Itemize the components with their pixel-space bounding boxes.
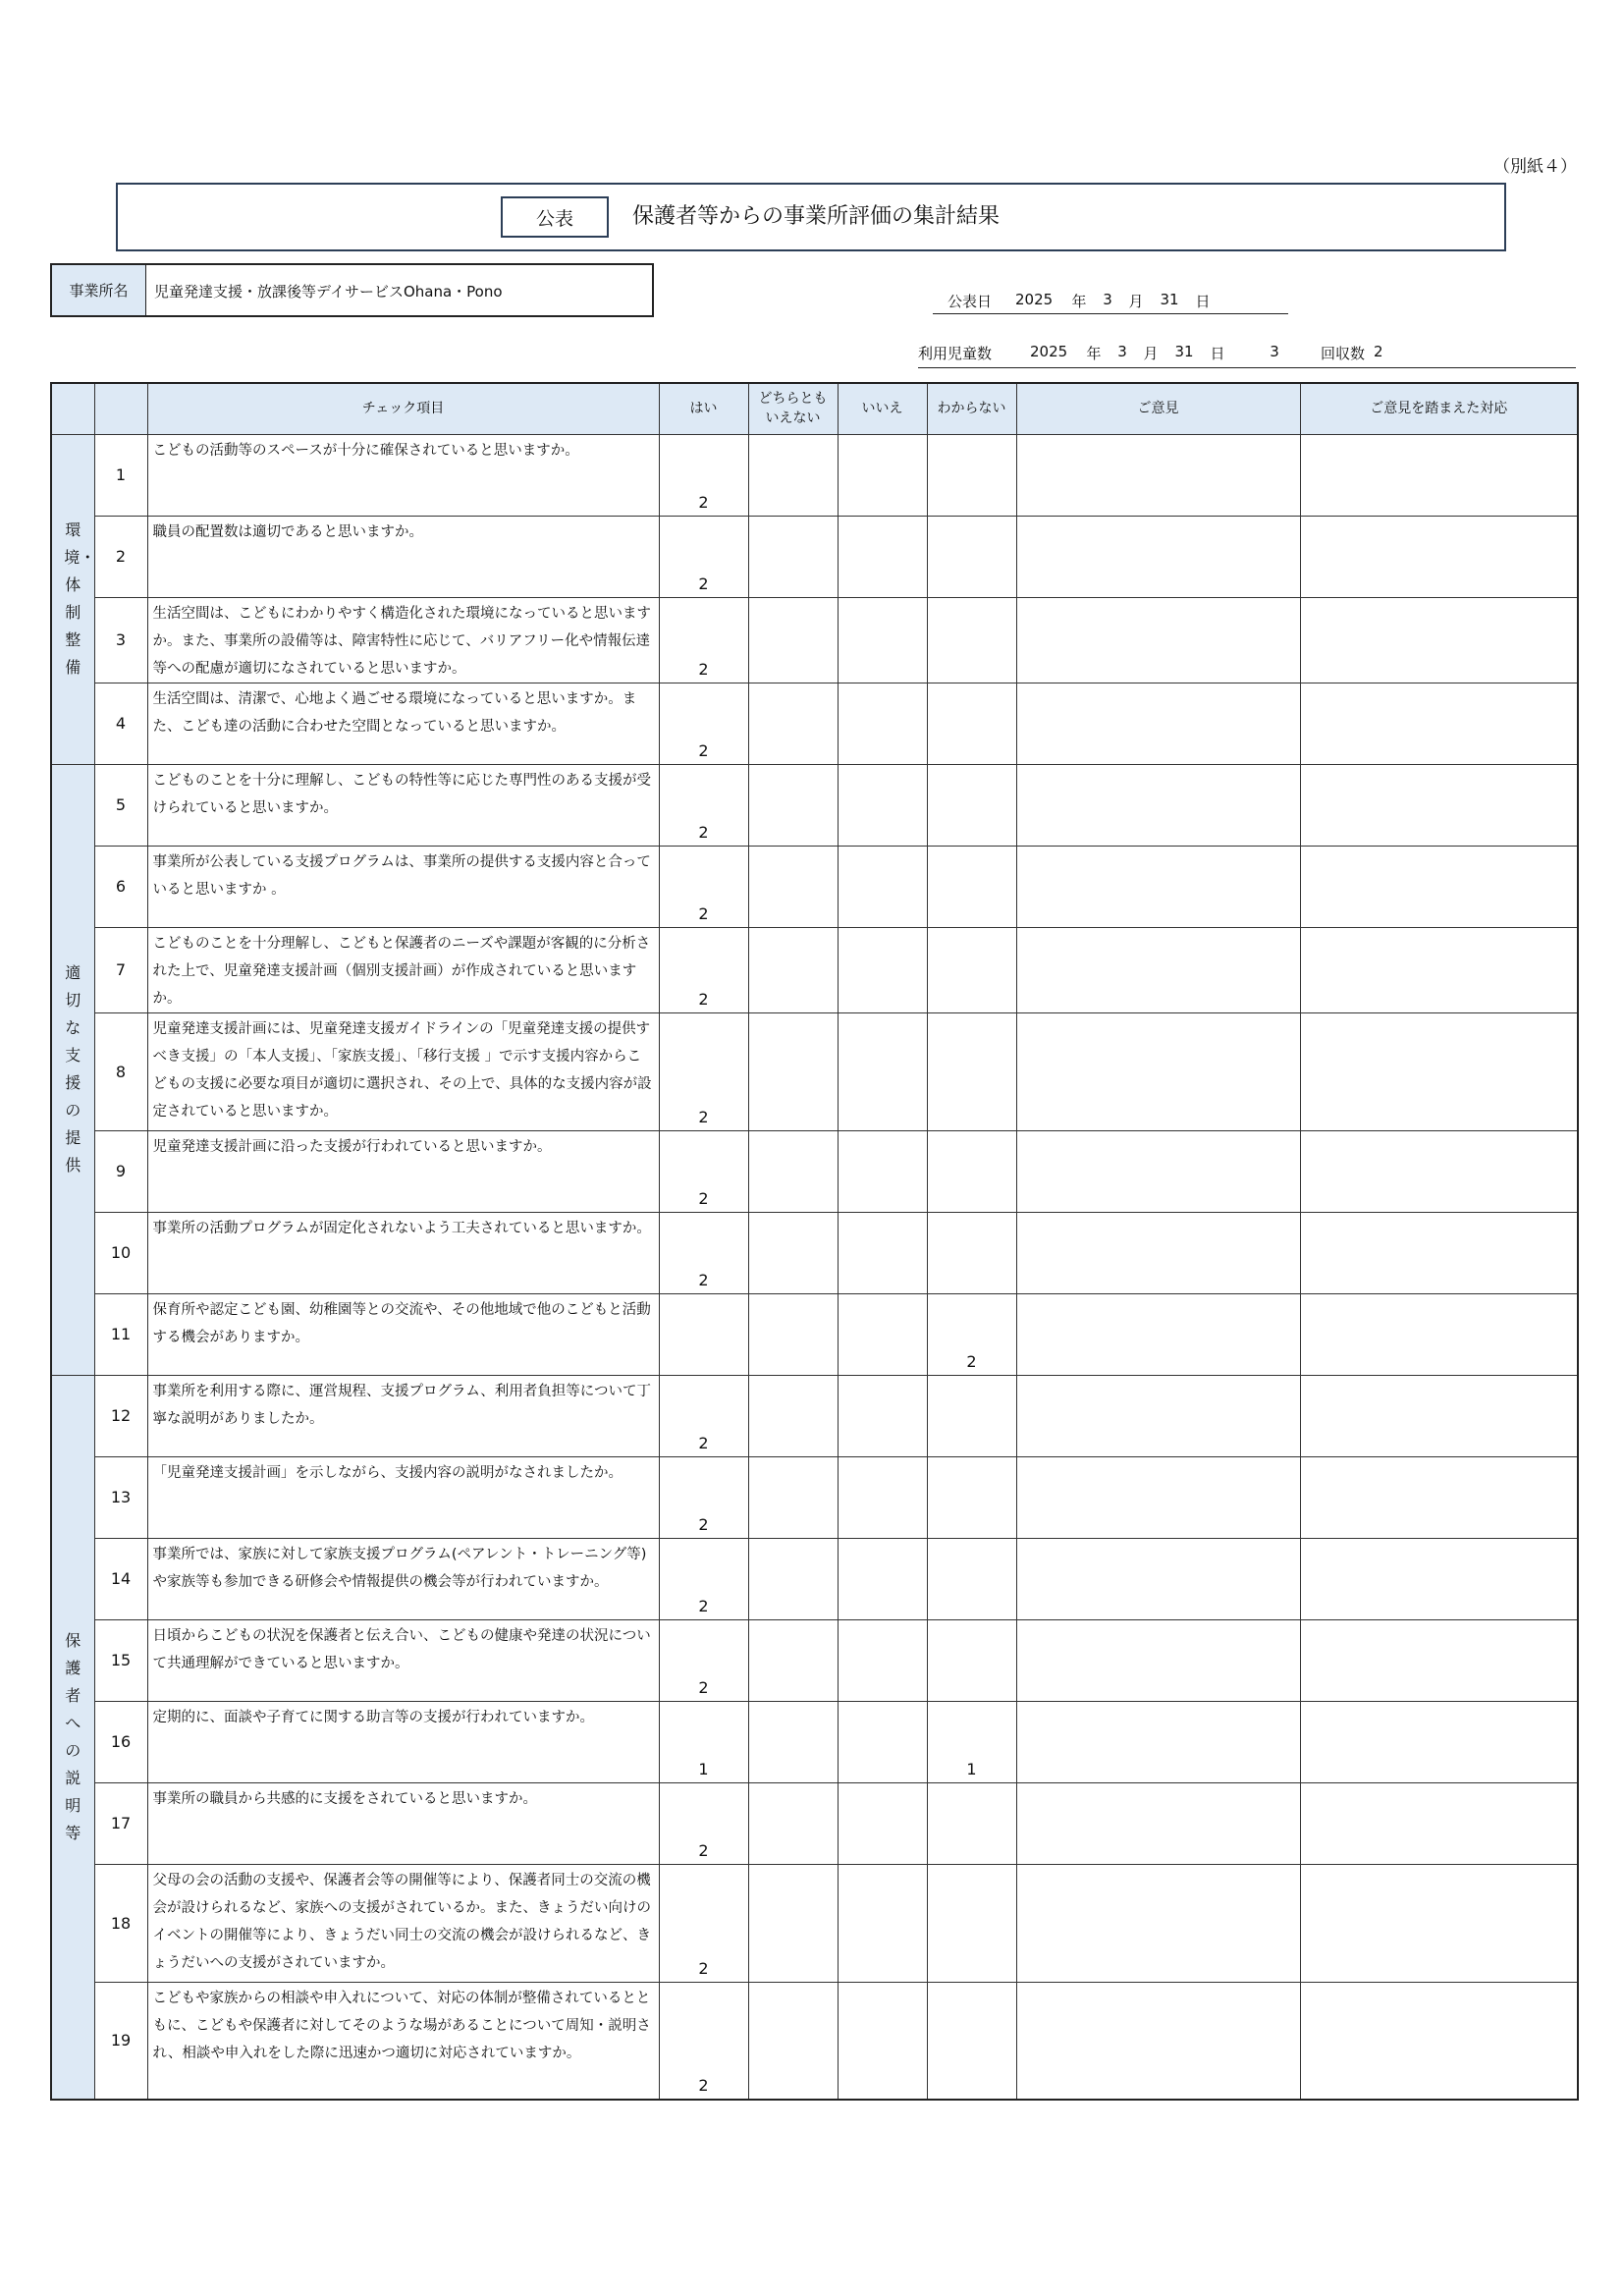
answer-yes: 2 xyxy=(659,1456,748,1538)
users-month: 3 xyxy=(1117,343,1127,360)
answer-yes: 2 xyxy=(659,1619,748,1701)
opinion-cell xyxy=(1016,1293,1300,1375)
table-row xyxy=(51,1293,1578,1375)
publication-month-unit: 月 xyxy=(1128,293,1144,310)
answer-unknown xyxy=(927,846,1016,927)
users-day: 31 xyxy=(1174,343,1194,360)
header-response: ご意見を踏まえた対応 xyxy=(1300,383,1578,434)
answer-neither xyxy=(748,1619,838,1701)
row-number: 15 xyxy=(94,1619,147,1701)
table-row xyxy=(51,597,1578,683)
answer-neither xyxy=(748,927,838,1012)
users-day-unit: 日 xyxy=(1210,345,1225,362)
page-title: 保護者等からの事業所評価の集計結果 xyxy=(632,204,1001,229)
users-year-unit: 年 xyxy=(1086,345,1102,362)
answer-unknown: 1 xyxy=(927,1701,1016,1782)
response-cell xyxy=(1300,1538,1578,1619)
row-number: 11 xyxy=(94,1293,147,1375)
category-explanation: 保護者への説明等 xyxy=(51,1375,94,2100)
answer-unknown xyxy=(927,764,1016,846)
opinion-cell xyxy=(1016,597,1300,683)
header-no: いいえ xyxy=(838,383,927,434)
check-item: こどものことを十分に理解し、こどもの特性等に応じた専門性のある支援が受けられていると思いますか。 xyxy=(147,764,659,846)
office-name: 児童発達支援・放課後等デイサービスOhana・Pono xyxy=(154,283,503,301)
header-unknown: わからない xyxy=(927,383,1016,434)
opinion-cell xyxy=(1016,846,1300,927)
answer-neither xyxy=(748,1456,838,1538)
opinion-cell xyxy=(1016,1012,1300,1130)
opinion-cell xyxy=(1016,764,1300,846)
table-row xyxy=(51,1864,1578,1982)
opinion-cell xyxy=(1016,1456,1300,1538)
answer-yes: 2 xyxy=(659,1012,748,1130)
response-cell xyxy=(1300,1212,1578,1293)
answer-unknown xyxy=(927,1538,1016,1619)
answer-yes xyxy=(659,1293,748,1375)
table-row xyxy=(51,1701,1578,1782)
answer-no xyxy=(838,1456,927,1538)
office-box xyxy=(50,263,654,317)
collected-count: 2 xyxy=(1374,343,1383,360)
opinion-cell xyxy=(1016,927,1300,1012)
opinion-cell xyxy=(1016,1375,1300,1456)
answer-neither xyxy=(748,1701,838,1782)
check-item: 定期的に、面談や子育てに関する助言等の支援が行われていますか。 xyxy=(147,1701,659,1782)
row-number: 1 xyxy=(94,434,147,516)
answer-neither xyxy=(748,683,838,764)
evaluation-table xyxy=(50,382,1579,2101)
answer-no xyxy=(838,1619,927,1701)
answer-yes: 2 xyxy=(659,1375,748,1456)
response-cell xyxy=(1300,1701,1578,1782)
opinion-cell xyxy=(1016,1701,1300,1782)
response-cell xyxy=(1300,927,1578,1012)
check-item: 保育所や認定こども園、幼稚園等との交流や、その他地域で他のこどもと活動する機会がありますか。 xyxy=(147,1293,659,1375)
answer-yes: 1 xyxy=(659,1701,748,1782)
response-cell xyxy=(1300,434,1578,516)
check-item: 事業所を利用する際に、運営規程、支援プログラム、利用者負担等について丁寧な説明がありましたか。 xyxy=(147,1375,659,1456)
answer-unknown xyxy=(927,1782,1016,1864)
publication-year: 2025 xyxy=(1015,291,1054,308)
table-row xyxy=(51,764,1578,846)
response-cell xyxy=(1300,1375,1578,1456)
response-cell xyxy=(1300,1782,1578,1864)
row-number: 13 xyxy=(94,1456,147,1538)
opinion-cell xyxy=(1016,1130,1300,1212)
answer-neither xyxy=(748,1982,838,2100)
opinion-cell xyxy=(1016,516,1300,597)
answer-neither xyxy=(748,1130,838,1212)
table-row xyxy=(51,1012,1578,1130)
answer-yes: 2 xyxy=(659,683,748,764)
table-header-row xyxy=(51,383,1578,434)
office-label: 事業所名 xyxy=(52,265,146,315)
header-number xyxy=(94,383,147,434)
answer-neither xyxy=(748,1375,838,1456)
table-row xyxy=(51,1619,1578,1701)
check-item: こどものことを十分理解し、こどもと保護者のニーズや課題が客観的に分析された上で、児童発達支援計画（個別支援計画）が作成されていると思いますか。 xyxy=(147,927,659,1012)
answer-unknown xyxy=(927,1012,1016,1130)
answer-no xyxy=(838,516,927,597)
answer-no xyxy=(838,846,927,927)
check-item: 児童発達支援計画に沿った支援が行われていると思いますか。 xyxy=(147,1130,659,1212)
header-neither-line2: いえない xyxy=(765,410,821,427)
answer-no xyxy=(838,434,927,516)
table-row xyxy=(51,1375,1578,1456)
answer-unknown: 2 xyxy=(927,1293,1016,1375)
answer-no xyxy=(838,1701,927,1782)
answer-yes: 2 xyxy=(659,516,748,597)
row-number: 3 xyxy=(94,597,147,683)
table-row xyxy=(51,1212,1578,1293)
title-box xyxy=(116,183,1506,251)
answer-yes: 2 xyxy=(659,1982,748,2100)
answer-unknown xyxy=(927,1619,1016,1701)
answer-neither xyxy=(748,1864,838,1982)
answer-yes: 2 xyxy=(659,1864,748,1982)
row-number: 6 xyxy=(94,846,147,927)
table-row xyxy=(51,1130,1578,1212)
answer-unknown xyxy=(927,1212,1016,1293)
answer-yes: 2 xyxy=(659,927,748,1012)
table-row xyxy=(51,846,1578,927)
answer-yes: 2 xyxy=(659,597,748,683)
answer-yes: 2 xyxy=(659,764,748,846)
header-opinion: ご意見 xyxy=(1016,383,1300,434)
answer-unknown xyxy=(927,516,1016,597)
answer-neither xyxy=(748,1293,838,1375)
answer-neither xyxy=(748,1782,838,1864)
header-neither-line1: どちらとも xyxy=(758,391,828,408)
answer-neither xyxy=(748,1012,838,1130)
row-number: 17 xyxy=(94,1782,147,1864)
answer-no xyxy=(838,1012,927,1130)
answer-no xyxy=(838,1782,927,1864)
answer-no xyxy=(838,1375,927,1456)
check-item: 事業所では、家族に対して家族支援プログラム(ペアレント・トレーニング等)や家族等も参加できる研修会や情報提供の機会等が行われていますか。 xyxy=(147,1538,659,1619)
answer-no xyxy=(838,1293,927,1375)
response-cell xyxy=(1300,1012,1578,1130)
row-number: 10 xyxy=(94,1212,147,1293)
opinion-cell xyxy=(1016,1619,1300,1701)
answer-yes: 2 xyxy=(659,1782,748,1864)
publication-day-unit: 日 xyxy=(1195,293,1211,310)
table-row xyxy=(51,1782,1578,1864)
publication-date-label: 公表日 xyxy=(947,293,992,310)
row-number: 9 xyxy=(94,1130,147,1212)
users-count-label: 利用児童数 xyxy=(918,345,993,362)
row-number: 12 xyxy=(94,1375,147,1456)
row-number: 5 xyxy=(94,764,147,846)
answer-unknown xyxy=(927,1130,1016,1212)
row-number: 18 xyxy=(94,1864,147,1982)
opinion-cell xyxy=(1016,1538,1300,1619)
row-number: 14 xyxy=(94,1538,147,1619)
answer-no xyxy=(838,1538,927,1619)
answer-unknown xyxy=(927,1982,1016,2100)
publication-date-row xyxy=(933,291,1288,314)
opinion-cell xyxy=(1016,1782,1300,1864)
check-item: 事業所が公表している支援プログラムは、事業所の提供する支援内容と合っていると思いますか 。 xyxy=(147,846,659,927)
users-year: 2025 xyxy=(1030,343,1068,360)
answer-no xyxy=(838,764,927,846)
check-item: こどもの活動等のスペースが十分に確保されていると思いますか。 xyxy=(147,434,659,516)
answer-yes: 2 xyxy=(659,1130,748,1212)
category-environment: 環境・体制整備 xyxy=(51,434,94,764)
header-neither xyxy=(748,383,838,434)
answer-neither xyxy=(748,1538,838,1619)
opinion-cell xyxy=(1016,1982,1300,2100)
answer-no xyxy=(838,1982,927,2100)
header-check-item: チェック項目 xyxy=(147,383,659,434)
answer-no xyxy=(838,1212,927,1293)
row-number: 7 xyxy=(94,927,147,1012)
row-number: 8 xyxy=(94,1012,147,1130)
publication-month: 3 xyxy=(1103,291,1112,308)
check-item: 日頃からこどもの状況を保護者と伝え合い、こどもの健康や発達の状況について共通理解ができていると思いますか。 xyxy=(147,1619,659,1701)
answer-no xyxy=(838,1864,927,1982)
check-item: 生活空間は、こどもにわかりやすく構造化された環境になっていると思いますか。また、事業所の設備等は、障害特性に応じて、バリアフリー化や情報伝達等への配慮が適切になされていると思いますか。 xyxy=(147,597,659,683)
response-cell xyxy=(1300,1456,1578,1538)
users-month-unit: 月 xyxy=(1143,345,1159,362)
answer-unknown xyxy=(927,434,1016,516)
check-item: 職員の配置数は適切であると思いますか。 xyxy=(147,516,659,597)
response-cell xyxy=(1300,1130,1578,1212)
attachment-number: （別紙４） xyxy=(1493,157,1577,177)
response-cell xyxy=(1300,1864,1578,1982)
row-number: 2 xyxy=(94,516,147,597)
opinion-cell xyxy=(1016,1864,1300,1982)
row-number: 19 xyxy=(94,1982,147,2100)
answer-neither xyxy=(748,1212,838,1293)
header-category xyxy=(51,383,94,434)
answer-unknown xyxy=(927,683,1016,764)
check-item: 「児童発達支援計画」を示しながら、支援内容の説明がなされましたか。 xyxy=(147,1456,659,1538)
table-row xyxy=(51,683,1578,764)
publication-year-unit: 年 xyxy=(1071,293,1087,310)
response-cell xyxy=(1300,516,1578,597)
header-yes: はい xyxy=(659,383,748,434)
opinion-cell xyxy=(1016,1212,1300,1293)
table-row xyxy=(51,1456,1578,1538)
response-cell xyxy=(1300,1293,1578,1375)
check-item: 事業所の活動プログラムが固定化されないよう工夫されていると思いますか。 xyxy=(147,1212,659,1293)
answer-neither xyxy=(748,516,838,597)
table-row xyxy=(51,516,1578,597)
category-support: 適切な支援の提供 xyxy=(51,764,94,1375)
response-cell xyxy=(1300,764,1578,846)
answer-no xyxy=(838,927,927,1012)
answer-yes: 2 xyxy=(659,846,748,927)
check-item: 児童発達支援計画には、児童発達支援ガイドラインの「児童発達支援の提供すべき支援」の「本人支援」、「家族支援」、「移行支援 」で示す支援内容からこどもの支援に必要な項目が適切に選択され、その上で、具体的な支援内容が設定されていると思いますか。 xyxy=(147,1012,659,1130)
answer-unknown xyxy=(927,597,1016,683)
answer-yes: 2 xyxy=(659,434,748,516)
answer-no xyxy=(838,597,927,683)
users-count: 3 xyxy=(1270,343,1279,360)
answer-unknown xyxy=(927,927,1016,1012)
response-cell xyxy=(1300,846,1578,927)
users-count-row xyxy=(918,343,1576,368)
answer-neither xyxy=(748,597,838,683)
collected-label: 回収数 xyxy=(1321,345,1366,362)
response-cell xyxy=(1300,1982,1578,2100)
table-row xyxy=(51,1538,1578,1619)
opinion-cell xyxy=(1016,683,1300,764)
answer-neither xyxy=(748,434,838,516)
opinion-cell xyxy=(1016,434,1300,516)
answer-yes: 2 xyxy=(659,1212,748,1293)
answer-unknown xyxy=(927,1456,1016,1538)
answer-neither xyxy=(748,764,838,846)
response-cell xyxy=(1300,683,1578,764)
response-cell xyxy=(1300,597,1578,683)
check-item: 父母の会の活動の支援や、保護者会等の開催等により、保護者同士の交流の機会が設けられるなど、家族への支援がされているか。また、きょうだい向けのイベントの開催等により、きょうだい同士の交流の機会が設けられるなど、きょうだいへの支援がされていますか。 xyxy=(147,1864,659,1982)
check-item: 生活空間は、清潔で、心地よく過ごせる環境になっていると思いますか。また、こども達の活動に合わせた空間となっていると思いますか。 xyxy=(147,683,659,764)
check-item: こどもや家族からの相談や申入れについて、対応の体制が整備されているとともに、こどもや保護者に対してそのような場があることについて周知・説明され、相談や申入れをした際に迅速かつ適切に対応されていますか。 xyxy=(147,1982,659,2100)
check-item: 事業所の職員から共感的に支援をされていると思いますか。 xyxy=(147,1782,659,1864)
table-row xyxy=(51,1982,1578,2100)
answer-no xyxy=(838,1130,927,1212)
publication-day: 31 xyxy=(1160,291,1179,308)
answer-unknown xyxy=(927,1375,1016,1456)
answer-neither xyxy=(748,846,838,927)
row-number: 4 xyxy=(94,683,147,764)
response-cell xyxy=(1300,1619,1578,1701)
answer-no xyxy=(838,683,927,764)
table-row xyxy=(51,434,1578,516)
answer-unknown xyxy=(927,1864,1016,1982)
row-number: 16 xyxy=(94,1701,147,1782)
answer-yes: 2 xyxy=(659,1538,748,1619)
table-row xyxy=(51,927,1578,1012)
public-tag: 公表 xyxy=(501,196,609,238)
